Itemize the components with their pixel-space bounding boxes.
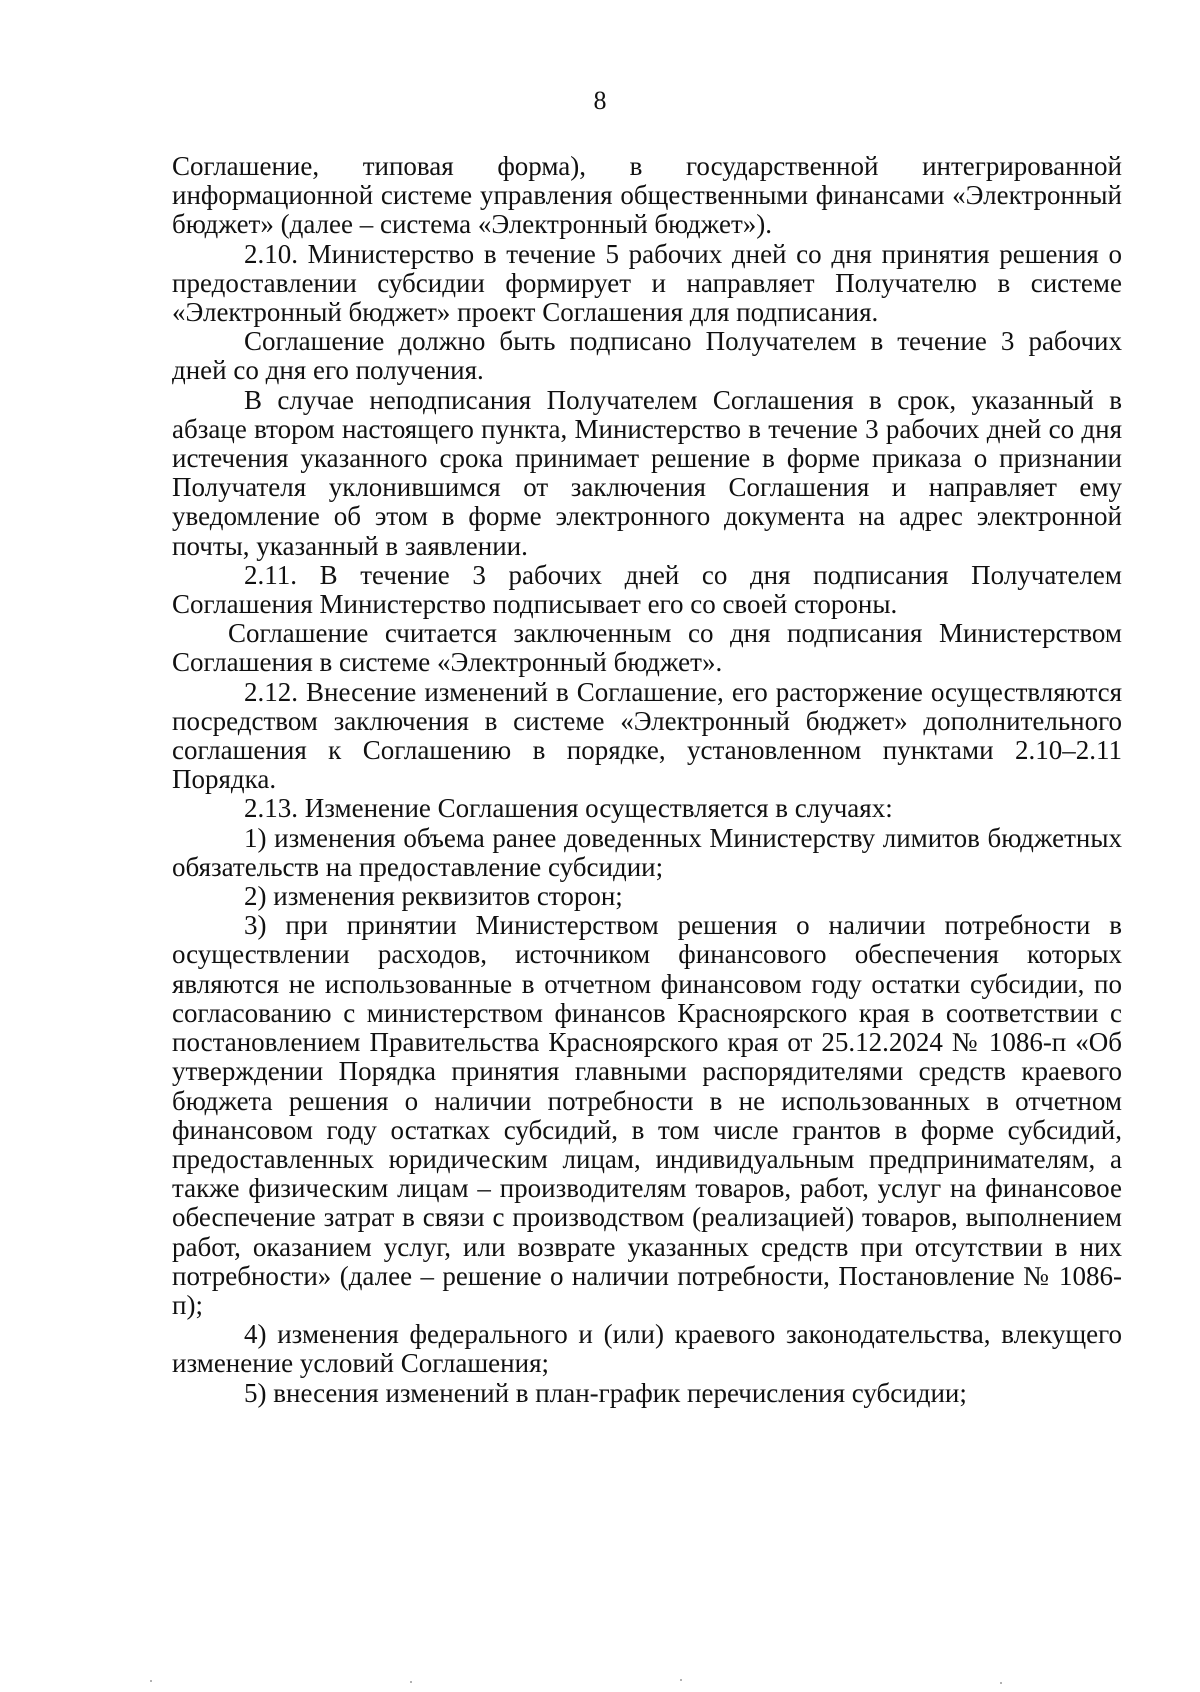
list-item-3: 3) при принятии Министерством решения о наличии потребности в осуществлении расходов, источником финансового обеспечения которых являются не использованные в отчетном финансовом году остатки субсидии, по согласованию с министерством финансов Красноярского края в соответствии с постановлением Правительства Красноярского края от 25.12.2024 № 1086-п «Об утверждении Порядка принятия главными распорядителями средств краевого бюджета решения о наличии потребности в не использованных в отчетном финансовом году остатках субсидий, в том числе грантов в форме субсидий, предоставленных юридическим лицам, индивидуальным предпринимателям, а также физическим лицам – производителям товаров, работ, услуг на финансовое обеспечение затрат в связи с производством (реализацией) товаров, выполнением работ, оказанием услуг, или возврате указанных средств при отсутствии в них потребности» (далее – решение о наличии потребности, Постановление № 1086-п); (172, 910, 1122, 1320)
scan-artifact (150, 1680, 152, 1682)
document-body (172, 152, 1122, 1408)
paragraph-2-13: 2.13. Изменение Соглашения осуществляется в случаях: (244, 793, 893, 824)
list-item-4: 4) изменения федерального и (или) краевого законодательства, влекущего изменение условий Соглашения; (172, 1319, 1122, 1379)
scan-artifact (410, 1681, 412, 1683)
page-number: 8 (593, 86, 607, 115)
paragraph-2-12: 2.12. Внесение изменений в Соглашение, его расторжение осуществляются посредством заключения в системе «Электронный бюджет» дополнительного соглашения к Соглашению в порядке, установленном пунктами 2.10–2.11 Порядка. (172, 676, 1122, 795)
list-item-1: 1) изменения объема ранее доведенных Министерству лимитов бюджетных обязательств на предоставление субсидии; (172, 822, 1122, 882)
paragraph-2-11: 2.11. В течение 3 рабочих дней со дня подписания Получателем Соглашения Министерство подписывает его со своей стороны. (172, 559, 1122, 620)
paragraph-concluded: Соглашение считается заключенным со дня подписания Министерством Соглашения в системе «Электронный бюджет». (172, 618, 1122, 678)
paragraph-signing-deadline: Соглашение должно быть подписано Получателем в течение 3 рабочих дней со дня его получения. (172, 326, 1122, 386)
paragraph-non-signing: В случае неподписания Получателем Соглашения в срок, указанный в абзаце втором настоящего пункта, Министерство в течение 3 рабочих дней со дня истечения указанного срока принимает решение в форме приказа о признании Получателя уклонившимся от заключения Соглашения и направляет ему уведомление об этом в форме электронного документа на адрес электронной почты, указанный в заявлении. (172, 384, 1122, 561)
scan-artifact (1000, 1682, 1002, 1684)
list-item-2: 2) изменения реквизитов сторон; (244, 881, 623, 912)
paragraph-intro-continuation: Соглашение, типовая форма), в государственной интегрированной информационной системе управления общественными финансами «Электронный бюджет» (далее – система «Электронный бюджет»). (172, 151, 1122, 240)
scan-artifact (680, 1679, 682, 1681)
paragraph-2-10: 2.10. Министерство в течение 5 рабочих дней со дня принятия решения о предоставлении субсидии формирует и направляет Получателю в системе «Электронный бюджет» проект Соглашения для подписания. (172, 238, 1122, 328)
list-item-5: 5) внесения изменений в план-график перечисления субсидии; (244, 1377, 967, 1408)
